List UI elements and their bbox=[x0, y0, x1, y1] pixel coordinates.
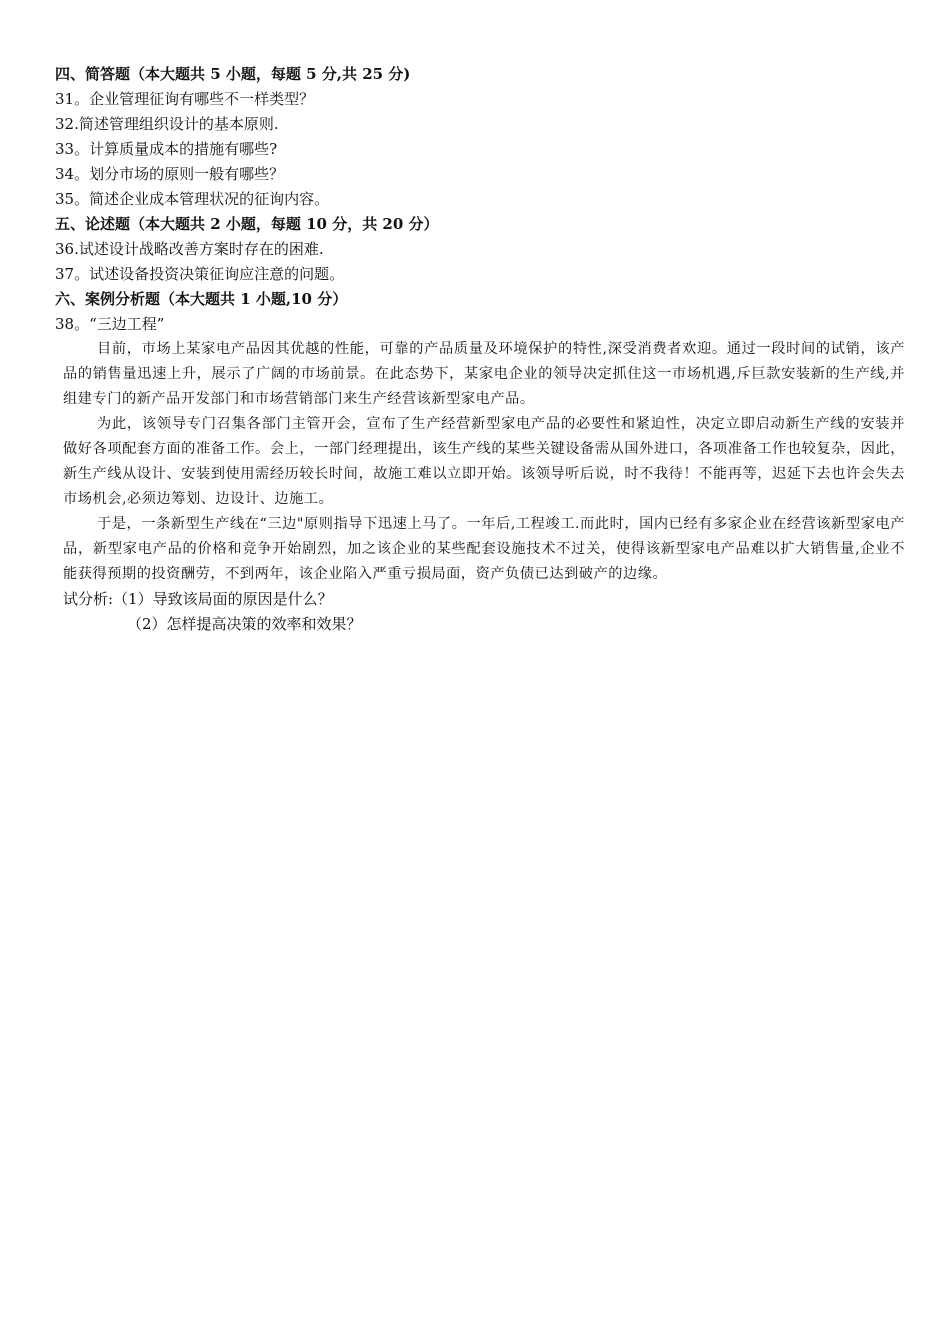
document-page bbox=[55, 62, 905, 637]
question-34: 34。划分市场的原则一般有哪些？ bbox=[55, 165, 285, 183]
question-33: 33。计算质量成本的措施有哪些? bbox=[55, 140, 278, 158]
case-question-1: 试分析:（1）导致该局面的原因是什么？ bbox=[63, 590, 333, 608]
case-paragraph-1: 目前，市场上某家电产品因其优越的性能，可靠的产品质量及环境保护的特性,深受消费者欢迎。通过一段时间的试销，该产品的销售量迅速上升，展示了广阔的市场前景。在此态势下，某家电企业的领导决定抓住这一市场机遇,斥巨款安装新的生产线,并组建专门的新产品开发部门和市场营销部门来生产经营该新型家电产品。 bbox=[63, 341, 905, 407]
case-paragraph-3: 于是，一条新型生产线在“三边"原则指导下迅速上马了。一年后,工程竣工.而此时，国内已经有多家企业在经营该新型家电产品，新型家电产品的价格和竞争开始剧烈，加之该企业的某些配套设施技术不过关，使得该新型家电产品难以扩大销售量,企业不能获得预期的投资酬劳，不到两年，该企业陷入严重亏损局面，资产负债已达到破产的边缘。 bbox=[63, 516, 905, 582]
question-36: 36.试述设计战略改善方案时存在的困难. bbox=[55, 240, 324, 258]
case-title: 38。“三边工程” bbox=[55, 315, 165, 333]
section-4-heading: 四、简答题（本大题共 5 小题，每题 5 分,共 25 分) bbox=[55, 65, 411, 83]
question-37: 37。试述设备投资决策征询应注意的问题。 bbox=[55, 265, 345, 283]
question-31: 31。企业管理征询有哪些不一样类型？ bbox=[55, 90, 315, 108]
case-text bbox=[63, 337, 905, 587]
question-32: 32.简述管理组织设计的基本原则. bbox=[55, 115, 279, 133]
section-5-heading: 五、论述题（本大题共 2 小题，每题 10 分，共 20 分） bbox=[55, 215, 439, 233]
case-question-2: （2）怎样提高决策的效率和效果？ bbox=[127, 615, 362, 633]
question-35: 35。简述企业成本管理状况的征询内容。 bbox=[55, 190, 330, 208]
case-paragraph-2: 为此，该领导专门召集各部门主管开会，宣布了生产经营新型家电产品的必要性和紧迫性，决定立即启动新生产线的安装并做好各项配套方面的准备工作。会上，一部门经理提出，该生产线的某些关键设备需从国外进口，各项准备工作也较复杂，因此，新生产线从设计、安装到使用需经历较长时间，故施工难以立即开始。该领导听后说，时不我待！不能再等，迟延下去也许会失去市场机会,必须边筹划、边设计、边施工。 bbox=[63, 416, 905, 507]
section-6-heading: 六、案例分析题（本大题共 1 小题,10 分） bbox=[55, 290, 348, 308]
